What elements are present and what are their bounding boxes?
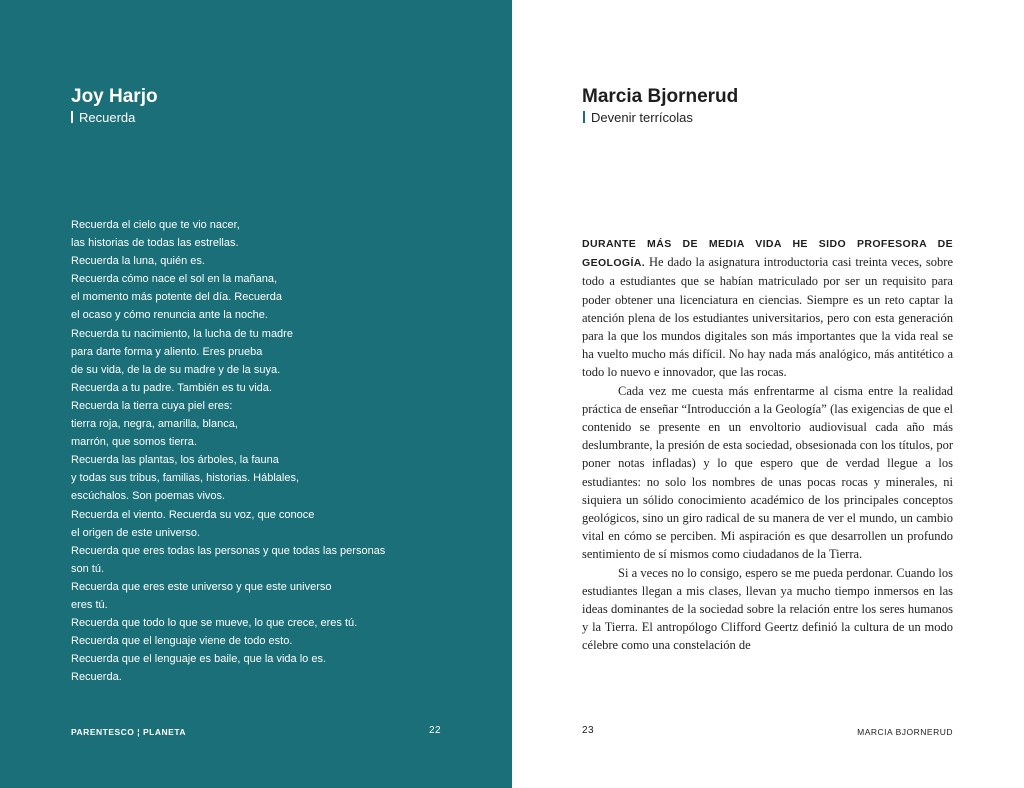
poem-line: el origen de este universo. [71,526,201,539]
poem-line: Recuerda. [71,671,122,684]
poem-line: Recuerda que el lenguaje es baile, que la vida lo es. [71,653,327,666]
poem-line: Recuerda que todo lo que se mueve, lo que crece, eres tú. [71,617,358,630]
left-page-number: 22 [429,725,442,736]
poem-line: tierra roja, negra, amarilla, blanca, [71,418,238,431]
essay-paragraph [582,234,953,382]
poem-line: Recuerda que eres todas las personas y que todas las personas [71,544,386,557]
poem-line: las historias de todas las estrellas. [71,237,239,250]
poem-line: Recuerda que el lenguaje viene de todo esto. [71,635,293,648]
poem-author: Joy Harjo [71,86,158,107]
poem-line: Recuerda cómo nace el sol en la mañana, [71,273,278,286]
essay-lead-in: DURANTE MÁS DE MEDIA VIDA HE SIDO PROFESORA DE GEOLOGÍA. [582,238,953,270]
poem-line: Recuerda que eres este universo y que este universo [71,580,332,593]
poem-line: Recuerda el viento. Recuerda su voz, que conoce [71,508,315,521]
poem-line: Recuerda a tu padre. También es tu vida. [71,381,272,394]
essay-body [582,234,953,655]
poem-line: el momento más potente del día. Recuerda [71,291,282,304]
title-bar-marker [583,111,585,123]
left-running-footer: PARENTESCO ¦ PLANETA [71,727,187,737]
essay-title [583,110,693,126]
poem-line: Recuerda la luna, quién es. [71,255,205,268]
poem-line: de su vida, de la de su madre y de la suya. [71,363,281,376]
poem-line: Recuerda tu nacimiento, la lucha de tu madre [71,327,293,340]
essay-author: Marcia Bjornerud [582,86,739,107]
poem-line: Recuerda las plantas, los árboles, la fauna [71,454,279,467]
essay-paragraph-1-text: He dado la asignatura introductoria casi treinta veces, sobre todo a estudiantes que se habían matriculado por ser un requisito para poder obtener una licenciatura en ciencias. Siempre es un reto captar la atención plena de los estudiantes universitarios, pero con esta generación para la que los mundos digitales son más importantes que la vida real se ha vuelto mucho más difícil. No hay nada más analógico, más antitético a todo lo nuevo e innovador, que las rocas. [582,255,953,380]
poem-line: para darte forma y aliento. Eres prueba [71,345,263,358]
poem-line: eres tú. [71,598,108,611]
poem-line: son tú. [71,562,105,575]
poem-line: marrón, que somos tierra. [71,436,197,449]
right-page [512,0,1024,788]
essay-paragraph: Cada vez me cuesta más enfrentarme al cisma entre la realidad práctica de enseñar “Introducción a la Geología” (las exigencias de que el contenido se presente en un envoltorio audiovisual cada año más deslumbrante, la presión de esta sociedad, obsesionada con los títulos, por poner notas infladas) y lo que espero que de verdad llegue a los estudiantes: no solo los nombres de unas pocas rocas y minerales, ni siquiera un sólido conocimiento académico de los principales conceptos geológicos, sino un giro radical de su manera de ver el mundo, un cambio vital en cómo se perciben. Mi aspiración es que desarrollen un profundo sentimiento de sí mismos como ciudadanos de la Tierra. [582,383,953,562]
essay-title-text: Devenir terrícolas [591,110,693,125]
right-page-number: 23 [582,725,595,736]
poem-line: Recuerda el cielo que te vio nacer, [71,219,240,231]
poem-line: el ocaso y cómo renuncia ante la noche. [71,309,268,322]
poem-title [71,110,135,126]
poem-line: y todas sus tribus, familias, historias. Háblales, [71,472,300,485]
essay-paragraph: Si a veces no lo consigo, espero se me pueda perdonar. Cuando los estudiantes llegan a mis clases, llevan ya mucho tiempo inmersos en las ideas dominantes de la sociedad sobre la relación entre los seres humanos y la Tierra. El antropólogo Clifford Geertz definió la cultura de un modo célebre como una constelación de [582,565,953,653]
poem-body [71,216,471,686]
right-running-footer: MARCIA BJORNERUD [857,727,953,737]
poem-line: Recuerda la tierra cuya piel eres: [71,399,233,412]
poem-title-text: Recuerda [79,110,136,125]
title-bar-marker [71,111,73,123]
poem-line: escúchalos. Son poemas vivos. [71,490,226,503]
